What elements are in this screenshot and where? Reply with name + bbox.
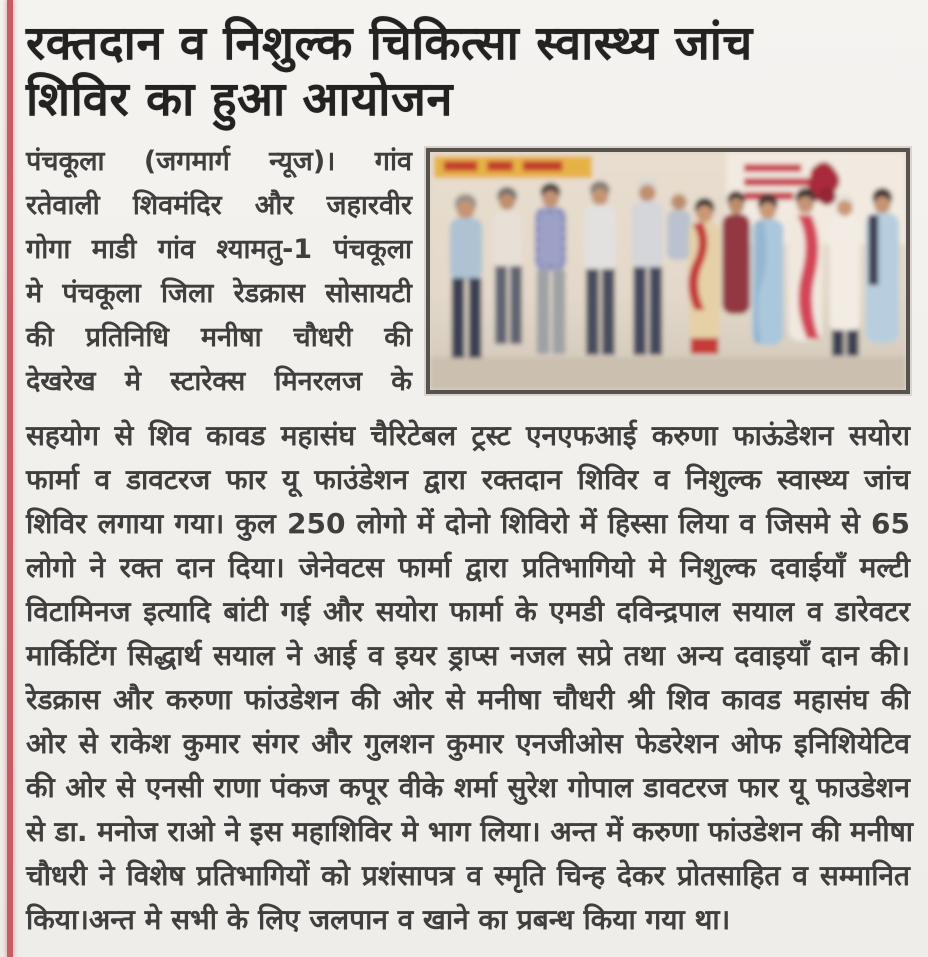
body-line: फार्मा व डावटरज फार यू फाउंडेशन द्वारा रक्तदान शिविर व निशुल्क स्वास्थ्य जांच xyxy=(26,463,910,496)
body-line: सहयोग से शिव कावड महासंघ चैरिटेबल ट्रस्ट एनएफआई करुणा फाऊंडेशन सयोरा xyxy=(26,419,910,452)
article xyxy=(26,0,914,942)
body-line: मार्किटिंग सिद्धार्थ सयाल ने आई व इयर ड्राप्स नजल सप्रे तथा अन्य दवाइयाँ दान की। xyxy=(26,639,910,672)
article-headline xyxy=(26,0,910,128)
column-line: की प्रतिनिधि मनीषा चौधरी की xyxy=(26,322,412,353)
group-photo-illustration xyxy=(430,152,906,390)
body-line: ओर से राकेश कुमार संगर और गुलशन कुमार एनजीओस फेडरेशन ओफ इनिशियेटिव xyxy=(26,727,910,760)
lede-column xyxy=(26,140,412,404)
group-photo xyxy=(426,148,910,394)
body-line: शिविर लगाया गया। कुल 250 लोगो में दोनो शिविरो में हिस्सा लिया व जिसमे से 65 xyxy=(26,507,910,540)
headline-line-2: शिविर का हुआ आयोजन xyxy=(26,72,453,127)
body-line-last: किया।अन्त मे सभी के लिए जलपान व खाने का प्रबन्ध किया गया था। xyxy=(26,903,731,936)
column-line: गोगा माडी गांव श्यामतु-1 पंचकूला xyxy=(26,234,412,265)
column-line: मे पंचकूला जिला रेडक्रास सोसायटी xyxy=(26,278,412,309)
body-line: लोगो ने रक्त दान दिया। जेनेवटस फार्मा द्वारा प्रतिभागियो मे निशुल्क दवाईयाँ मल्टी xyxy=(26,551,910,584)
photo-scene xyxy=(430,152,906,390)
left-margin-rule xyxy=(7,0,13,957)
article-body xyxy=(26,414,914,942)
body-line: विटामिनज इत्यादि बांटी गई और सयोरा फार्मा के एमडी दविन्द्रपाल सयाल व डारेवटर xyxy=(26,595,910,628)
lede-row xyxy=(26,140,910,404)
body-line: रेडक्रास और करुणा फांउडेशन की ओर से मनीषा चौधरी श्री शिव कावड महासंघ की xyxy=(26,683,910,716)
body-line: चौधरी ने विशेष प्रतिभागियों को प्रशंसापत्र व स्मृति चिन्ह देकर प्रोतसाहित व सम्मानित xyxy=(26,859,910,892)
column-line: पंचकूला (जगमार्ग न्यूज)। गांव xyxy=(26,146,412,177)
column-line: रतेवाली शिवमंदिर और जहारवीर xyxy=(26,190,412,221)
headline-line-1: रक्तदान व निशुल्क चिकित्सा स्वास्थ्य जांच xyxy=(26,16,753,71)
column-line: देखरेख मे स्टारेक्स मिनरलज के xyxy=(26,366,412,397)
body-line: से डा. मनोज राओ ने इस महाशिविर मे भाग लिया। अन्त में करुणा फांउडेशन की मनीषा xyxy=(26,815,914,848)
body-line: की ओर से एनसी राणा पंकज कपूर वीके शर्मा सुरेश गोपाल डावटरज फार यू फाउडेशन xyxy=(26,771,910,804)
